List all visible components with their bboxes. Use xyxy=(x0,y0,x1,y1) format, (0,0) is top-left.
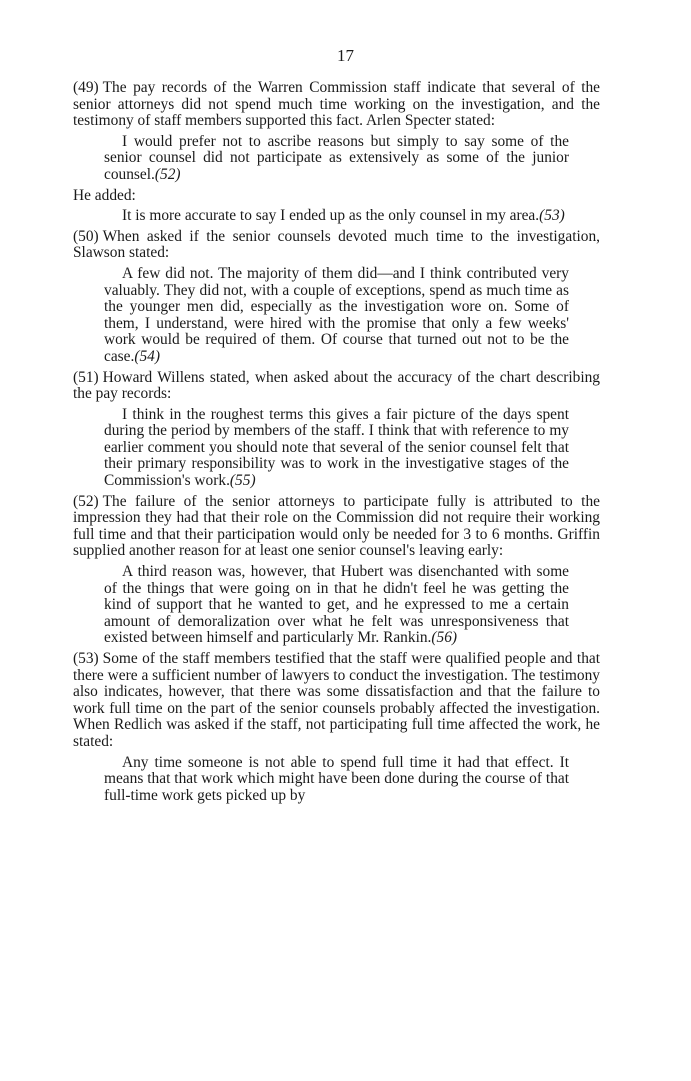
paragraph-50 xyxy=(73,229,600,262)
quote-text: A few did not. The majority of them did—and I think contributed very valuably. They did not, with a couple of exceptions, spend as much time as the younger men did, especially as the investigation wore on. Some of them, I understand, were hired with the promise that only a few weeks' work would be required of them. Of course that turned out not to be the case. xyxy=(104,264,569,365)
paragraph-text: The failure of the senior attorneys to participate fully is attributed to the impression they had that their role on the Commission did not require their working full time and that their participation would only be needed for 3 to 6 months. Griffin supplied another reason for at least one senior counsel's leaving early: xyxy=(73,492,600,560)
paragraph-52 xyxy=(73,494,600,560)
quote-text: Any time someone is not able to spend full time it had that effect. It means that that work which might have been done during the course of that full-time work gets picked up by xyxy=(104,753,569,804)
block-quote-willens xyxy=(104,407,569,490)
paragraph-text: Some of the staff members testified that the staff were qualified people and that there were a sufficient number of lawyers to conduct the investigation. The testimony also indicates, however, that there was some dissatisfaction and that the failure to work full time on the part of the senior counsels probably affected the investigation. When Redlich was asked if the staff, not participating full time affected the work, he stated: xyxy=(73,650,600,750)
paragraph-number: (49) xyxy=(73,79,99,96)
paragraph-text: When asked if the senior counsels devoted much time to the investigation, Slawson stated: xyxy=(73,227,600,262)
paragraph-51 xyxy=(73,370,600,403)
quote-text: I think in the roughest terms this gives a fair picture of the days spent during the period by members of the staff. I think that with reference to my earlier comment you should note that several of the senior counsel felt that their primary responsibility was to work in the investigative stages of the Commission's work. xyxy=(104,405,569,490)
paragraph-number: (53) xyxy=(73,650,99,667)
citation: (52) xyxy=(154,165,181,183)
block-quote-specter xyxy=(104,134,569,184)
block-quote-specter-added xyxy=(104,208,569,225)
block-quote-griffin xyxy=(104,564,569,647)
citation: (53) xyxy=(539,207,565,225)
paragraph-49 xyxy=(73,80,600,130)
page-body xyxy=(73,80,600,808)
quote-text: I would prefer not to ascribe reasons but simply to say some of the senior counsel did not participate as extensively as some of the junior counsel. xyxy=(104,132,569,183)
paragraph-number: (51) xyxy=(73,368,99,386)
block-quote-redlich xyxy=(104,755,569,805)
quote-text: It is more accurate to say I ended up as the only counsel in my area. xyxy=(122,207,540,225)
paragraph-53 xyxy=(73,651,600,751)
quote-text: A third reason was, however, that Hubert was disenchanted with some of the things that were going on in that he didn't feel he was getting the kind of support that he wanted to get, and he expressed to me a certain amount of demoralization over what he felt was unresponsiveness that existed between himself and particularly Mr. Rankin. xyxy=(104,563,569,647)
paragraph-text: Howard Willens stated, when asked about the accuracy of the chart describing the pay records: xyxy=(73,368,600,403)
citation: (56) xyxy=(431,629,458,647)
paragraph-text: The pay records of the Warren Commission staff indicate that several of the senior attorneys did not spend much time working on the investigation, and the testimony of staff members supported this fact. Arlen Specter stated: xyxy=(73,79,600,130)
paragraph-number: (52) xyxy=(73,492,99,510)
page-number: 17 xyxy=(337,46,354,65)
block-quote-slawson xyxy=(104,266,569,366)
citation: (55) xyxy=(229,472,256,490)
plain-text: He added: xyxy=(73,186,136,204)
paragraph-number: (50) xyxy=(73,227,99,245)
transition-text xyxy=(73,188,600,205)
citation: (54) xyxy=(134,347,160,365)
